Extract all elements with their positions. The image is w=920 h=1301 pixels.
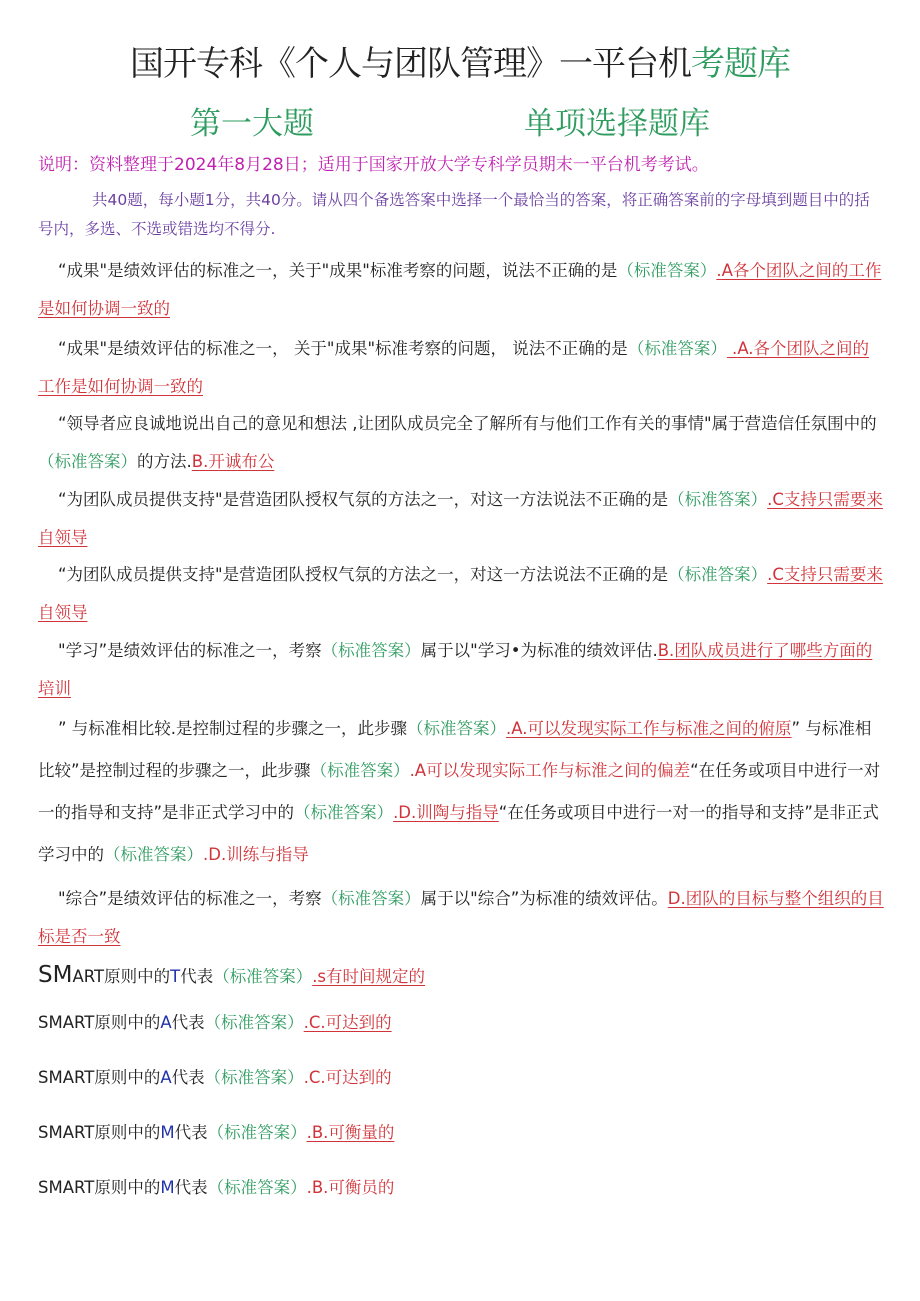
answer-sep: . [767, 565, 773, 584]
question-text: ” 与标准相比较”是控制过程的步骤之一，此步骤 [38, 719, 872, 780]
answer-text: A.各个团队之间的工作是如何协调一致的 [38, 339, 870, 396]
question-item [38, 252, 884, 328]
smart-suffix: 代表 [171, 1013, 205, 1032]
smart-prefix: SMART原则中的 [38, 1123, 161, 1142]
answer-sep: . [726, 339, 738, 358]
smart-item [38, 1114, 884, 1152]
standard-answer-label: （标准答案） [627, 339, 727, 358]
smart-letter: A [160, 1013, 172, 1032]
question-item [38, 632, 884, 708]
standard-answer-label: （标准答案） [204, 1068, 304, 1087]
question-text: “成果"是绩效评估的标准之一，关于"成果"标准考察的问题，说法不正确的是 [58, 261, 618, 280]
standard-answer-label: （标准答案） [321, 641, 421, 660]
smart-item [38, 1004, 884, 1042]
answer-text: .A可以发现实际工作与标淮之间的偏差 [409, 761, 691, 780]
answer-text: .C.可达到的 [303, 1013, 392, 1032]
smart-prefix: SMART原则中的 [38, 1178, 161, 1197]
note-text: 说明：资料整理于2024年8月28日；适用于国家开放大学专科学员期末一平台机考考试。 [38, 155, 709, 175]
answer-text: .B.可衡员的 [306, 1178, 395, 1197]
question-text: “领导者应良诚地说出自己的意见和想法 ,让团队成员完全了解所有与他们工作有关的事情"属于营造信任氛围中的 [58, 414, 877, 433]
smart-prefix-large: SM [38, 962, 73, 988]
standard-answer-label: （标准答案） [38, 452, 137, 471]
standard-answer-label: （标准答案） [207, 1178, 307, 1197]
question-item [38, 708, 884, 876]
standard-answer-label: （标准答案） [104, 845, 203, 864]
standard-answer-label: （标准答案） [204, 1013, 304, 1032]
question-text: ” 与标准相比较.是控制过程的步骤之一，此步骤 [58, 719, 408, 738]
question-item [38, 556, 884, 632]
standard-answer-label: （标准答案） [668, 490, 768, 509]
question-text: “在任务或项目中进行一对一的指导和支持”是非正式学习中的 [38, 803, 879, 864]
title-suffix: 考题库 [691, 44, 790, 84]
question-text: "综合”是绩效评估的标准之一，考察 [58, 889, 322, 908]
standard-answer-label: （标准答案） [207, 1123, 307, 1142]
smart-item [38, 1169, 884, 1207]
smart-prefix: SMART原则中的 [38, 1068, 161, 1087]
answer-text: B.团队成员进行了哪些方面的培训 [38, 641, 873, 698]
answer-text: .B.可衡量的 [306, 1123, 395, 1142]
question-item [38, 405, 884, 481]
question-text: “成果"是绩效评估的标准之一， 关于"成果"标准考察的问题， 说法不正确的是 [58, 339, 628, 358]
question-text: "学习”是绩效评估的标准之一，考察 [58, 641, 322, 660]
answer-text: .C.可达到的 [303, 1068, 392, 1087]
question-text: “在任务或项目中进行一对一的指导和支持”是非正式学习中的 [38, 761, 881, 822]
standard-answer-label: （标准答案） [617, 261, 717, 280]
question-text: “为团队成员提供支持"是营造团队授权气氛的方法之一，对这一方法说法不正确的是 [58, 490, 669, 509]
smart-suffix: 代表 [174, 1123, 208, 1142]
smart-prefix: SMART原则中的 [38, 1013, 161, 1032]
question-item [38, 481, 884, 557]
answer-text: A.可以发现实际工作与标准之间的俯原 [511, 719, 792, 738]
answer-text: C支持只需要来自领导 [38, 490, 883, 547]
answer-text: D.团队的目标与整个组织的目标是否一致 [38, 889, 884, 946]
question-item [38, 330, 884, 406]
smart-item [38, 956, 884, 996]
intro-paragraph: 共40题，每小题1分，共40分。请从四个备选答案中选择一个最恰当的答案，将正确答案前的字母填到题目中的括号内，多选、不选或错选均不得分. [38, 191, 870, 238]
question-text-post: 属于以"学习•为标准的绩效评估. [420, 641, 658, 660]
answer-sep: . [767, 490, 773, 509]
page-title [0, 36, 920, 85]
standard-answer-label: （标准答案） [294, 803, 394, 822]
title-main: 国开专科《个人与团队管理》一平台机 [130, 44, 691, 84]
standard-answer-label: （标准答案） [213, 967, 313, 986]
standard-answer-label: （标准答案） [668, 565, 768, 584]
answer-text: .s有时间规定的 [312, 967, 426, 986]
answer-sep: . [506, 719, 512, 738]
question-text-post: 属于以"综合”为标准的绩效评估。 [420, 889, 668, 908]
section-heading: 第一大题 [190, 106, 314, 142]
smart-letter: T [170, 967, 181, 986]
answer-text: B.开诚布公 [191, 452, 275, 471]
question-item [38, 880, 884, 956]
question-text: “为团队成员提供支持"是营造团队授权气氛的方法之一，对这一方法说法不正确的是 [58, 565, 669, 584]
smart-suffix: 代表 [174, 1178, 208, 1197]
smart-letter: M [160, 1123, 175, 1142]
answer-sep: . [716, 261, 722, 280]
standard-answer-label: （标准答案） [310, 761, 410, 780]
answer-text: C支持只需要来自领导 [38, 565, 883, 622]
smart-prefix: ART原则中的 [72, 967, 171, 986]
answer-text: .D.训陶与指导 [393, 803, 499, 822]
smart-item [38, 1059, 884, 1097]
smart-letter: A [160, 1068, 172, 1087]
standard-answer-label: （标准答案） [407, 719, 507, 738]
section-subheading: 单项选择题库 [524, 106, 710, 142]
standard-answer-label: （标准答案） [321, 889, 421, 908]
answer-text: A各个团队之间的工作是如何协调一致的 [38, 261, 882, 318]
smart-letter: M [160, 1178, 175, 1197]
smart-suffix: 代表 [171, 1068, 205, 1087]
answer-text: .D.训练与指导 [203, 845, 309, 864]
smart-suffix: 代表 [180, 967, 214, 986]
question-text-post: 的方法. [137, 452, 192, 471]
